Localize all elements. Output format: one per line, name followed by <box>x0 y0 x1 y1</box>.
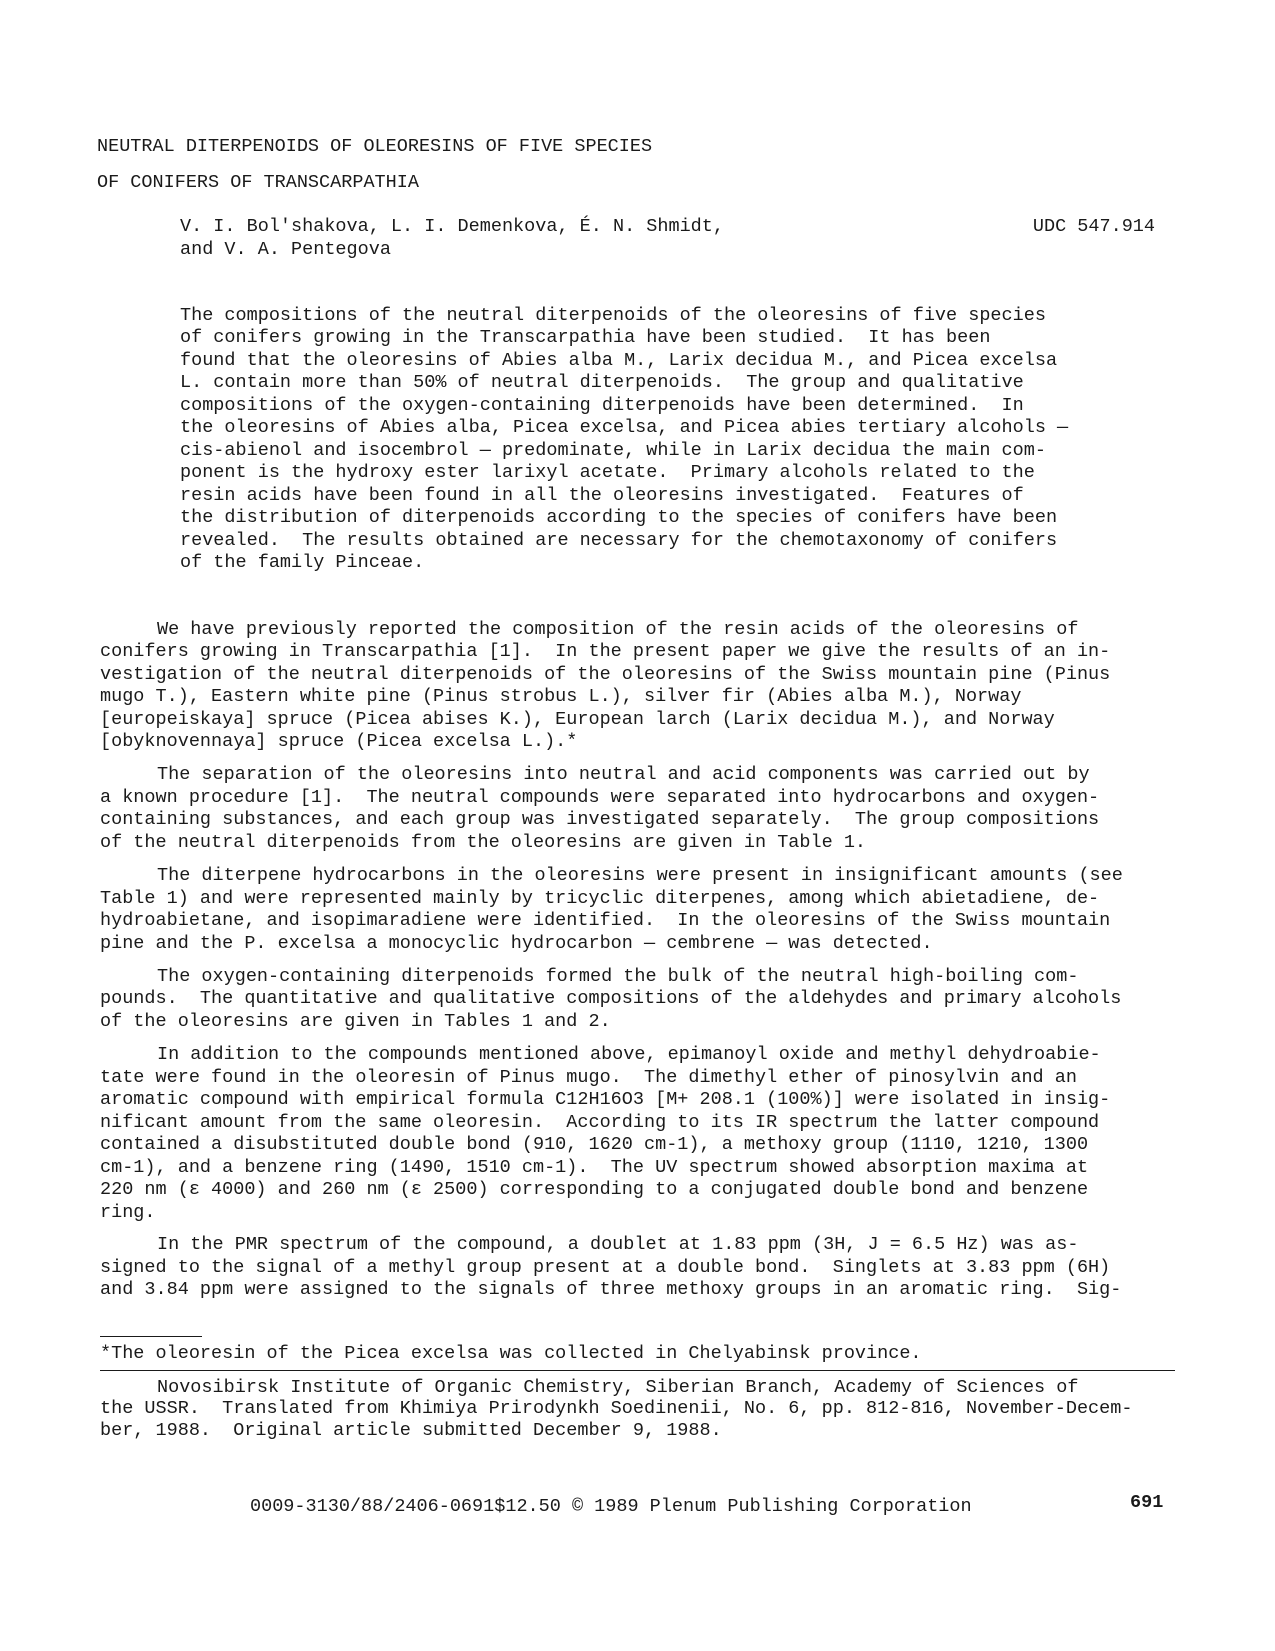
abstract-line: resin acids have been found in all the oleoresins investigated. Features of <box>180 485 1024 506</box>
body-line: a known procedure [1]. The neutral compounds were separated into hydrocarbons and oxygen- <box>100 787 1100 808</box>
abstract-line: of the family Pinceae. <box>180 552 425 573</box>
footnote-rule <box>100 1336 202 1337</box>
body-line: In addition to the compounds mentioned above, epimanoyl oxide and methyl dehydroabie- <box>157 1044 1101 1065</box>
abstract-line: ponent is the hydroxy ester larixyl acetate. Primary alcohols related to the <box>180 462 1035 483</box>
body-line: vestigation of the neutral diterpenoids of the oleoresins of the Swiss mountain pine (Pinus <box>100 664 1111 685</box>
affiliation-line: Novosibirsk Institute of Organic Chemistry, Siberian Branch, Academy of Sciences of <box>157 1377 1079 1398</box>
abstract-line: found that the oleoresins of Abies alba M., Larix decidua M., and Picea excelsa <box>180 350 1058 371</box>
page-number: 691 <box>1130 1492 1164 1513</box>
body-line: We have previously reported the composition of the resin acids of the oleoresins of <box>157 619 1079 640</box>
copyright-line: 0009-3130/88/2406-0691$12.50 © 1989 Plenum Publishing Corporation <box>250 1496 972 1517</box>
body-line: hydroabietane, and isopimaradiene were identified. In the oleoresins of the Swiss mountain <box>100 910 1111 931</box>
body-line: of the neutral diterpenoids from the oleoresins are given in Table 1. <box>100 832 867 853</box>
abstract-line: compositions of the oxygen-containing diterpenoids have been determined. In <box>180 395 1024 416</box>
body-line: mugo T.), Eastern white pine (Pinus strobus L.), silver fir (Abies alba M.), Norway <box>100 686 1022 707</box>
body-line: The diterpene hydrocarbons in the oleoresins were present in insignificant amounts (see <box>157 865 1123 886</box>
body-line: Table 1) and were represented mainly by tricyclic diterpenes, among which abietadiene, de- <box>100 888 1100 909</box>
body-line: The oxygen-containing diterpenoids formed the bulk of the neutral high-boiling com- <box>157 966 1079 987</box>
body-line: ring. <box>100 1202 156 1223</box>
abstract-line: of conifers growing in the Transcarpathia have been studied. It has been <box>180 327 991 348</box>
body-line: cm-1), and a benzene ring (1490, 1510 cm-1). The UV spectrum showed absorption maxima at <box>100 1157 1089 1178</box>
affiliation-rule <box>100 1370 1175 1371</box>
body-line: In the PMR spectrum of the compound, a doublet at 1.83 ppm (3H, J = 6.5 Hz) was as- <box>157 1234 1079 1255</box>
footnote: *The oleoresin of the Picea excelsa was collected in Chelyabinsk province. <box>100 1343 922 1364</box>
body-line: [europeiskaya] spruce (Picea abises K.), European larch (Larix decidua M.), and Norway <box>100 709 1055 730</box>
abstract-line: the oleoresins of Abies alba, Picea excelsa, and Picea abies tertiary alcohols — <box>180 417 1069 438</box>
paper-title-line-2: OF CONIFERS OF TRANSCARPATHIA <box>97 172 419 193</box>
body-line: aromatic compound with empirical formula C12H16O3 [M+ 208.1 (100%)] were isolated in insig- <box>100 1089 1111 1110</box>
body-line: conifers growing in Transcarpathia [1]. In the present paper we give the results of an in- <box>100 641 1111 662</box>
body-line: and 3.84 ppm were assigned to the signals of three methoxy groups in an aromatic ring. Sig- <box>100 1279 1122 1300</box>
abstract-line: revealed. The results obtained are necessary for the chemotaxonomy of conifers <box>180 530 1058 551</box>
abstract-line: the distribution of diterpenoids according to the species of conifers have been <box>180 507 1058 528</box>
body-line: of the oleoresins are given in Tables 1 and 2. <box>100 1011 611 1032</box>
body-line: nificant amount from the same oleoresin. According to its IR spectrum the latter compound <box>100 1112 1100 1133</box>
body-line: signed to the signal of a methyl group present at a double bond. Singlets at 3.83 ppm (6H) <box>100 1257 1111 1278</box>
body-line: The separation of the oleoresins into neutral and acid components was carried out by <box>157 764 1090 785</box>
affiliation-line: ber, 1988. Original article submitted December 9, 1988. <box>100 1420 722 1441</box>
authors-line-1: V. I. Bol'shakova, L. I. Demenkova, É. N. Shmidt, <box>180 216 724 237</box>
body-line: containing substances, and each group was investigated separately. The group compositions <box>100 809 1100 830</box>
affiliation-line: the USSR. Translated from Khimiya Prirodynkh Soedinenii, No. 6, pp. 812-816, November-Decem- <box>100 1398 1133 1419</box>
authors-line-2: and V. A. Pentegova <box>180 239 391 260</box>
body-line: pine and the P. excelsa a monocyclic hydrocarbon — cembrene — was detected. <box>100 933 933 954</box>
body-line: tate were found in the oleoresin of Pinus mugo. The dimethyl ether of pinosylvin and an <box>100 1067 1077 1088</box>
abstract-line: L. contain more than 50% of neutral diterpenoids. The group and qualitative <box>180 372 1024 393</box>
udc-code: UDC 547.914 <box>1032 216 1155 237</box>
paper-title-line-1: NEUTRAL DITERPENOIDS OF OLEORESINS OF FIVE SPECIES <box>97 136 653 157</box>
body-line: [obyknovennaya] spruce (Picea excelsa L.).* <box>100 731 578 752</box>
abstract-line: The compositions of the neutral diterpenoids of the oleoresins of five species <box>180 305 1046 326</box>
abstract-line: cis-abienol and isocembrol — predominate, while in Larix decidua the main com- <box>180 440 1046 461</box>
body-line: 220 nm (ε 4000) and 260 nm (ε 2500) corresponding to a conjugated double bond and benzene <box>100 1179 1089 1200</box>
body-line: contained a disubstituted double bond (910, 1620 cm-1), a methoxy group (1110, 1210, 1300 <box>100 1134 1089 1155</box>
body-line: pounds. The quantitative and qualitative compositions of the aldehydes and primary alcohols <box>100 988 1122 1009</box>
